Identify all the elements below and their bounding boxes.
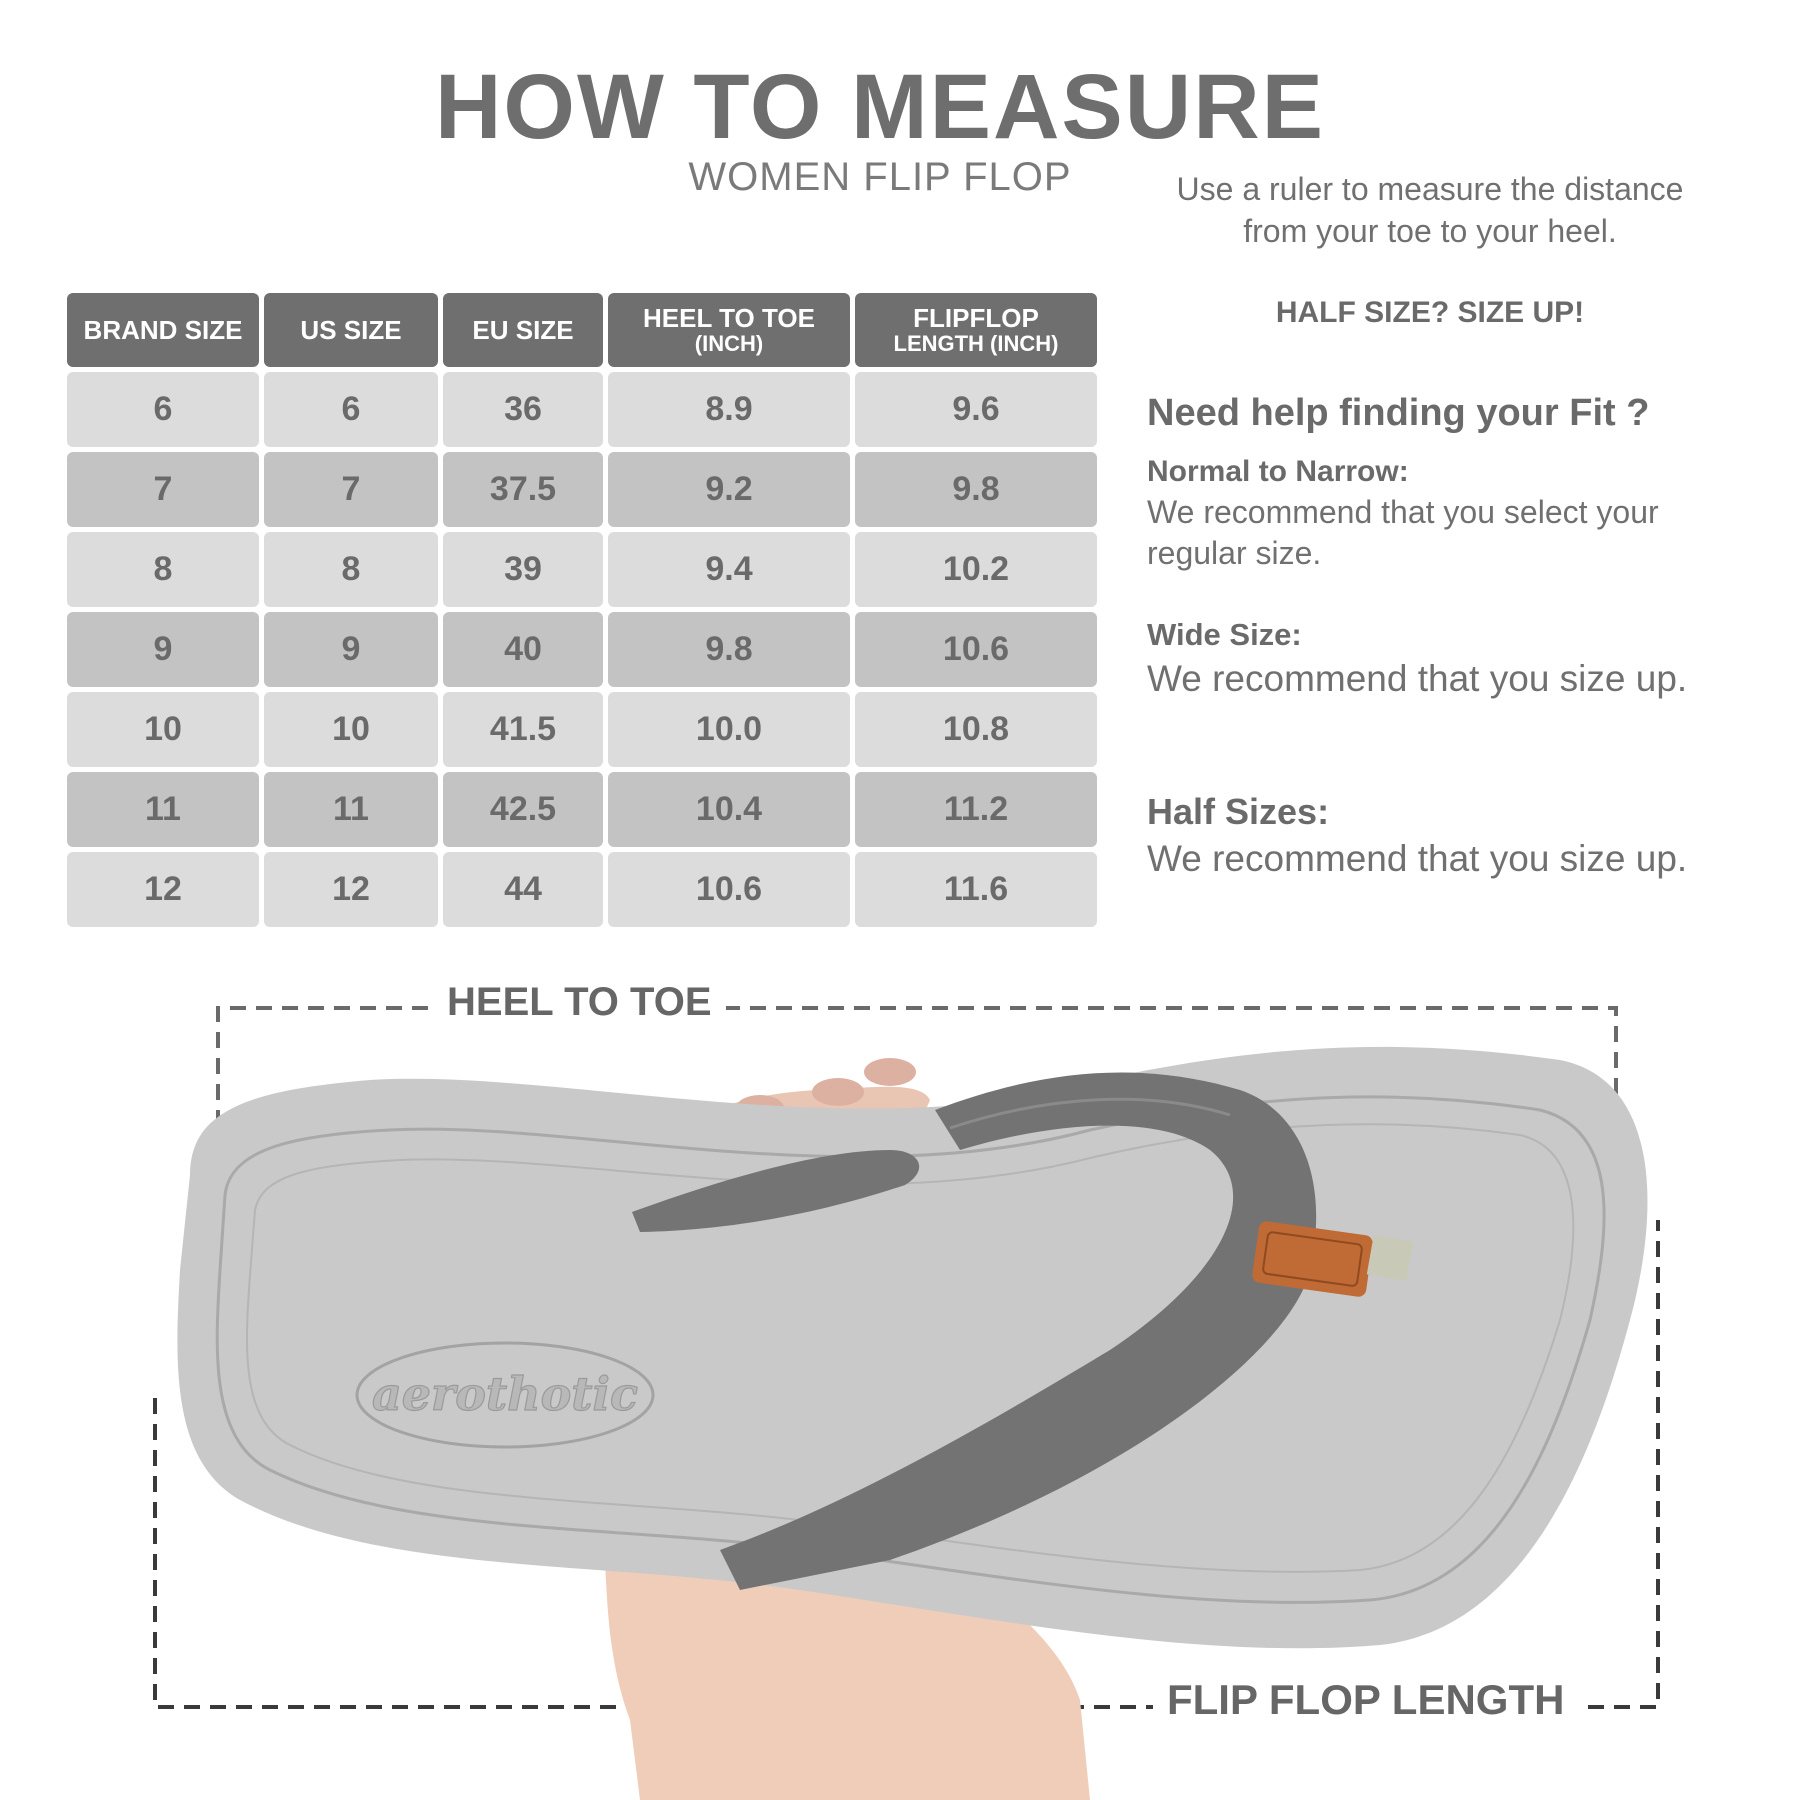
column-header-us-size: US SIZE	[264, 293, 438, 367]
cell-us-size: 7	[264, 452, 438, 527]
cell-eu-size: 40	[443, 612, 603, 687]
cell-flipflop-length: 9.8	[855, 452, 1097, 527]
cell-flipflop-length: 9.6	[855, 372, 1097, 447]
cell-us-size: 6	[264, 372, 438, 447]
cell-us-size: 11	[264, 772, 438, 847]
cell-eu-size: 39	[443, 532, 603, 607]
page-subtitle: WOMEN FLIP FLOP	[688, 155, 1072, 199]
cell-brand-size: 9	[67, 612, 259, 687]
cell-eu-size: 37.5	[443, 452, 603, 527]
cell-brand-size: 11	[67, 772, 259, 847]
cell-heel-to-toe: 9.4	[608, 532, 850, 607]
cell-brand-size: 10	[67, 692, 259, 767]
cell-eu-size: 36	[443, 372, 603, 447]
heel-to-toe-label: HEEL TO TOE	[433, 980, 726, 1025]
cell-heel-to-toe: 8.9	[608, 372, 850, 447]
cell-brand-size: 6	[67, 372, 259, 447]
column-header-flipflop-length: FLIPFLOP LENGTH (INCH)	[855, 293, 1097, 367]
half-size-tip: HALF SIZE? SIZE UP!	[1275, 296, 1585, 329]
cell-us-size: 9	[264, 612, 438, 687]
cell-heel-to-toe: 9.8	[608, 612, 850, 687]
svg-text:aerothotic: aerothotic	[371, 1367, 639, 1421]
cell-us-size: 12	[264, 852, 438, 927]
cell-eu-size: 42.5	[443, 772, 603, 847]
column-header-eu-size: EU SIZE	[443, 293, 603, 367]
cell-eu-size: 44	[443, 852, 603, 927]
cell-eu-size: 41.5	[443, 692, 603, 767]
cell-flipflop-length: 10.6	[855, 612, 1097, 687]
fit-tip-heading: Normal to Narrow:	[1147, 455, 1409, 488]
flip-flop-length-label: FLIP FLOP LENGTH	[1153, 1676, 1578, 1724]
cell-heel-to-toe: 10.6	[608, 852, 850, 927]
cell-flipflop-length: 11.6	[855, 852, 1097, 927]
cell-flipflop-length: 10.2	[855, 532, 1097, 607]
cell-brand-size: 12	[67, 852, 259, 927]
column-header-brand-size: BRAND SIZE	[67, 293, 259, 367]
flip-flop-sole	[177, 1047, 1647, 1648]
cell-brand-size: 8	[67, 532, 259, 607]
fit-tip-heading: Half Sizes:	[1147, 791, 1330, 832]
page-title: HOW TO MEASURE	[434, 56, 1326, 158]
fit-tip-text: We recommend that you size up.	[1147, 838, 1688, 879]
fit-tip-text: We recommend that you select your regular size.	[1147, 494, 1659, 571]
cell-heel-to-toe: 10.0	[608, 692, 850, 767]
cell-heel-to-toe: 10.4	[608, 772, 850, 847]
cell-flipflop-length: 11.2	[855, 772, 1097, 847]
cell-heel-to-toe: 9.2	[608, 452, 850, 527]
cell-flipflop-length: 10.8	[855, 692, 1097, 767]
cell-brand-size: 7	[67, 452, 259, 527]
fit-help-title: Need help finding your Fit ?	[1147, 392, 1650, 434]
column-header-heel-to-toe: HEEL TO TOE (INCH)	[608, 293, 850, 367]
measure-instructions: Use a ruler to measure the distance from your toe to your heel.	[1176, 171, 1684, 249]
fit-tip-text: We recommend that you size up.	[1147, 658, 1688, 699]
cell-us-size: 10	[264, 692, 438, 767]
fit-tip-heading: Wide Size:	[1147, 617, 1302, 652]
cell-us-size: 8	[264, 532, 438, 607]
